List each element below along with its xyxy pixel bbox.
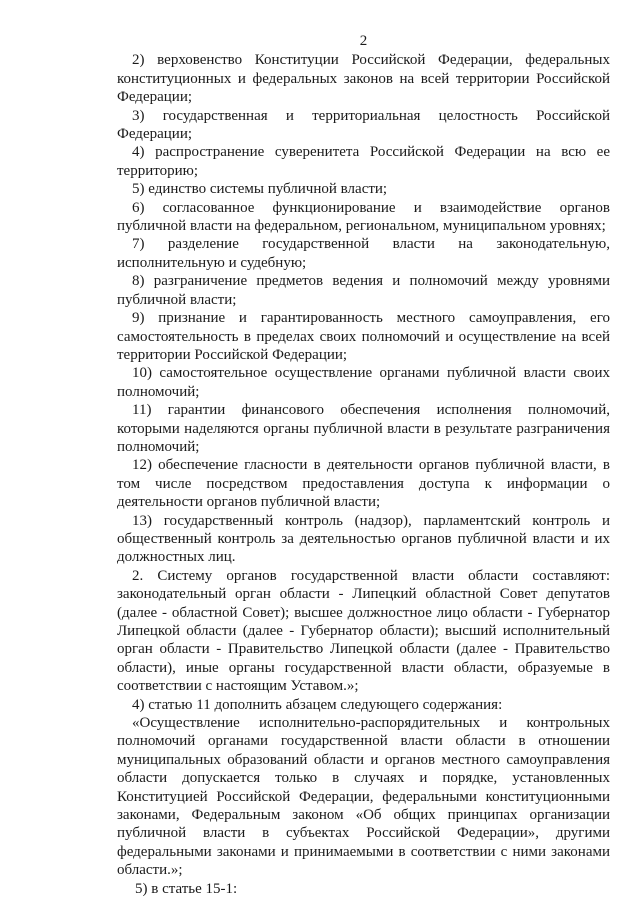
paragraph-item-5: 5) единство системы публичной власти; [132,181,388,198]
paragraph-item-7: 7) разделение государственной власти на законодательную, исполнительную и судебную; [117,236,610,271]
page-number: 2 [359,33,368,49]
document-page [117,32,610,898]
paragraph-item-10: 10) самостоятельное осуществление органами публичной власти своих полномочий; [117,365,610,400]
paragraph-item-2: 2) верховенство Конституции Российской Федерации, федеральных конституционных и федеральных законов на всей территории Российской Федерации; [117,52,610,106]
paragraph-item-11: 11) гарантии финансового обеспечения исполнения полномочий, которыми наделяются органы публичной власти в результате разграничения полномочий; [117,402,610,455]
paragraph-amendment-5: 5) в статье 15-1: [135,880,238,897]
paragraph-item-4: 4) распространение суверенитета Российской Федерации на всю ее территорию; [117,144,610,179]
paragraph-quoted-text: «Осуществление исполнительно-распорядительных и контрольных полномочий органами государственной власти области в отношении муниципальных образований области и органов местного самоуправления области допускается только в случаях и порядке, установленных Конституцией Российской Федерации, федеральными конституционными законами, Федеральным законом «Об общих принципах организации публичной власти в субъектах Российской Федерации», другими федеральными законами и принимаемыми в соответствии с ними законами области.»; [117,715,610,879]
paragraph-item-8: 8) разграничение предметов ведения и полномочий между уровнями публичной власти; [117,273,610,308]
paragraph-item-13: 13) государственный контроль (надзор), парламентский контроль и общественный контроль за деятельностью органов публичной власти и их должностных лиц. [117,512,610,566]
paragraph-item-9: 9) признание и гарантированность местного самоуправления, его самостоятельность в пределах своих полномочий и осуществление на всей территории Российской Федерации; [117,310,610,363]
paragraph-item-6: 6) согласованное функционирование и взаимодействие органов публичной власти на федеральном, региональном, муниципальном уровнях; [117,199,610,235]
paragraph-item-3: 3) государственная и территориальная целостность Российской Федерации; [117,107,610,143]
paragraph-item-12: 12) обеспечение гласности в деятельности органов публичной власти, в том числе посредством предоставления доступа к информации о деятельности органов публичной власти; [117,457,610,511]
paragraph-amendment-4: 4) статью 11 дополнить абзацем следующего содержания: [132,696,503,713]
paragraph-section-2: 2. Систему органов государственной власти области составляют: законодательный орган области - Липецкий областной Совет депутатов (далее - областной Совет); высшее должностное лицо области - Губернатор Липецкой области (далее - Губернатор области); высший исполнительный орган области - Правительство Липецкой области (далее - Правительство области), иные органы государственной власти области, образуемые в соответствии с настоящим Уставом.»; [117,567,610,695]
